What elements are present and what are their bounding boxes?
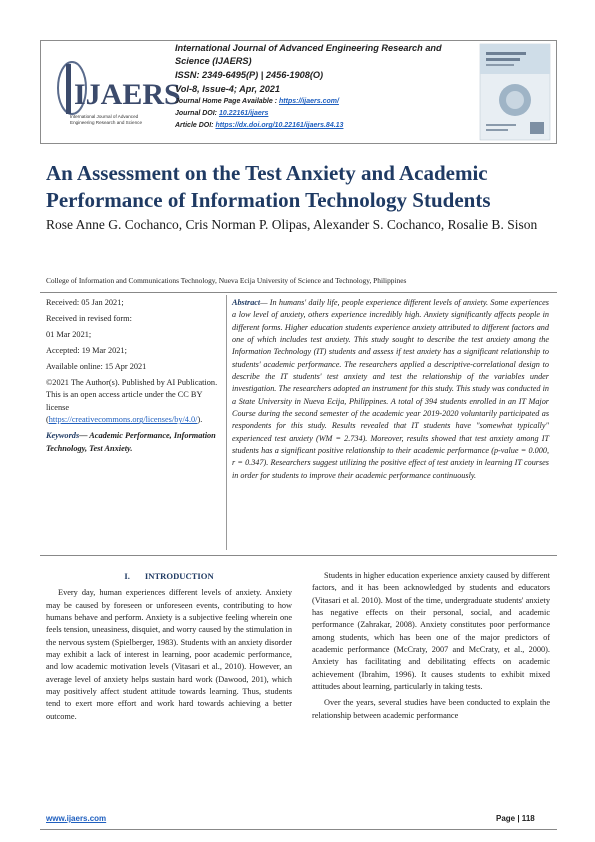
logo-subtitle-2: Engineering Research and Science xyxy=(70,120,143,125)
logo-subtitle-1: International Journal of Advanced xyxy=(70,114,139,119)
abstract-label: Abstract xyxy=(232,298,261,307)
author-affiliation: College of Information and Communications Technology, Nueva Ecija University of Science and Technology, Philippines xyxy=(46,276,407,285)
footer-page-number: Page | 118 xyxy=(496,814,535,823)
journal-cover-image xyxy=(480,44,550,140)
homepage-label: Journal Home Page Available : xyxy=(175,98,279,105)
journal-title-line-1: International Journal of Advanced Engineering Research and xyxy=(175,43,442,53)
journal-title-line-2: Science (IJAERS) xyxy=(175,56,252,66)
abstract-text: — In humans' daily life, people experience different levels of anxiety. Some experiences a low level of anxiety, others experience incredibly high. Anxiety significantly affects people in different forms. Higher education students experience anxiety attributed to different factors and one of which includes test anxiety. This study sought to describe the test anxiety among the Information Technology (IT) students and assess if test anxiety has a significant relationship to students' academic performance. The researchers applied a descriptive-correlational design to describe the IT students' test anxiety and test the relationship of the variables under investigation. The researchers adopted an instrument for this study. This study was conducted in a State University in Nueva Ecija, Philippines. A total of 394 students enrolled in an IT Major Course during the second semester of the academic year 2019-2020 voluntarily participated as respondents for this study. Results revealed that IT students have "somewhat typically" experienced test anxiety (WM = 2.734). Moreover, results showed that test anxiety among IT students has a significant positive relationship to their academic performance (p-value = 0.000, r = 0.347). Researchers suggest utilizing the positive effect of test anxiety in learning IT courses in order for students to improve their academic performance continuously. xyxy=(232,298,549,480)
logo-text: IJAERS xyxy=(74,78,181,111)
license-link[interactable]: https://creativecommons.org/licenses/by/4.0/ xyxy=(48,415,198,425)
paper-authors: Rose Anne G. Cochanco, Cris Norman P. Olipas, Alexander S. Cochanco, Rosalie B. Sison xyxy=(46,217,538,232)
section-heading xyxy=(46,570,292,582)
journal-doi-label: Journal DOI: xyxy=(175,110,219,117)
keywords-label: Keywords xyxy=(46,431,80,441)
article-doi-line xyxy=(175,120,495,132)
copyright-text: ©2021 The Author(s). Published by AI Publication. This is an open access article under the CC BY license xyxy=(46,378,218,412)
license-close: ). xyxy=(197,415,203,425)
divider-top xyxy=(40,292,557,293)
paper-title: An Assessment on the Test Anxiety and Academic Performance of Information Technology Students xyxy=(46,161,491,212)
journal-doi-line xyxy=(175,108,495,120)
section-number: I. xyxy=(124,571,130,581)
homepage-line xyxy=(175,96,495,108)
info-divider xyxy=(226,295,227,550)
journal-logo xyxy=(50,48,181,138)
revised-date: 01 Mar 2021; xyxy=(46,330,92,339)
article-info xyxy=(46,297,221,459)
footer-site-link[interactable]: www.ijaers.com xyxy=(46,814,107,823)
copyright-notice xyxy=(46,377,221,427)
journal-doi-link[interactable]: 10.22161/ijaers xyxy=(218,110,269,117)
revised-label: Received in revised form: xyxy=(46,314,132,323)
keywords xyxy=(46,430,221,455)
journal-header-text xyxy=(175,42,495,132)
intro-paragraph-3: Over the years, several studies have been conducted to explain the relationship between academic performance xyxy=(312,698,550,720)
license-open: ( xyxy=(46,415,49,425)
online-date: Available online: 15 Apr 2021 xyxy=(46,362,147,371)
divider-abstract xyxy=(40,555,557,556)
homepage-link[interactable]: https://ijaers.com/ xyxy=(279,98,339,105)
abstract xyxy=(232,297,549,482)
footer-divider xyxy=(40,829,557,830)
body-left-column xyxy=(46,570,292,723)
intro-paragraph-1: Every day, human experiences different levels of anxiety. Anxiety may be caused by foreseen or unforeseen events, contributing to how humans behave and perform. Anxiety is a subjective feeling wherein one feels tension, uneasiness, disquiet, and worry caused by the stimulation in the nervous system (Spielberger, 1983). Students with an anxiety disorder may exhibit a lack of interest in learning, poor academic performance, and low academic motivation levels (Vitasari et al., 2010). However, an average level of anxiety helps sustain hard work (Dawood, 201), which may positively affect student attitude towards learning. Thus, students tend to exert more effort and work hard towards achieving a better outcome. xyxy=(46,588,292,721)
article-doi-link[interactable]: https://dx.doi.org/10.22161/ijaers.84.13 xyxy=(215,122,344,129)
journal-volume: Vol-8, Issue-4; Apr, 2021 xyxy=(175,84,281,94)
accepted-date: Accepted: 19 Mar 2021; xyxy=(46,346,127,355)
body-right-column xyxy=(312,570,550,722)
section-title: INTRODUCTION xyxy=(144,571,214,581)
intro-paragraph-2: Students in higher education experience anxiety caused by different factors, and it has been acknowledged by students and educators (Vitasari et al. 2010). Most of the time, undergraduate students' anxiety has negative effects on their personal, social, and academic performance (Zahrakar, 2008). Anxiety constitutes poor performance among students, which has been one of the major predictors of academic performance (McCraty, 2007 and McCraty, et al., 2000). Anxiety has facilitating and debilitating effects on academic achievement (Ibrahim, 1996). It causes students to exhibit mixed attitudes about learning, particularly in taking tests. xyxy=(312,571,550,692)
received-date: Received: 05 Jan 2021; xyxy=(46,298,124,307)
article-doi-label: Article DOI: xyxy=(175,122,216,129)
keywords-text: — Academic Performance, Information Technology, Test Anxiety. xyxy=(46,431,216,453)
journal-issn: ISSN: 2349-6495(P) | 2456-1908(O) xyxy=(175,70,324,80)
